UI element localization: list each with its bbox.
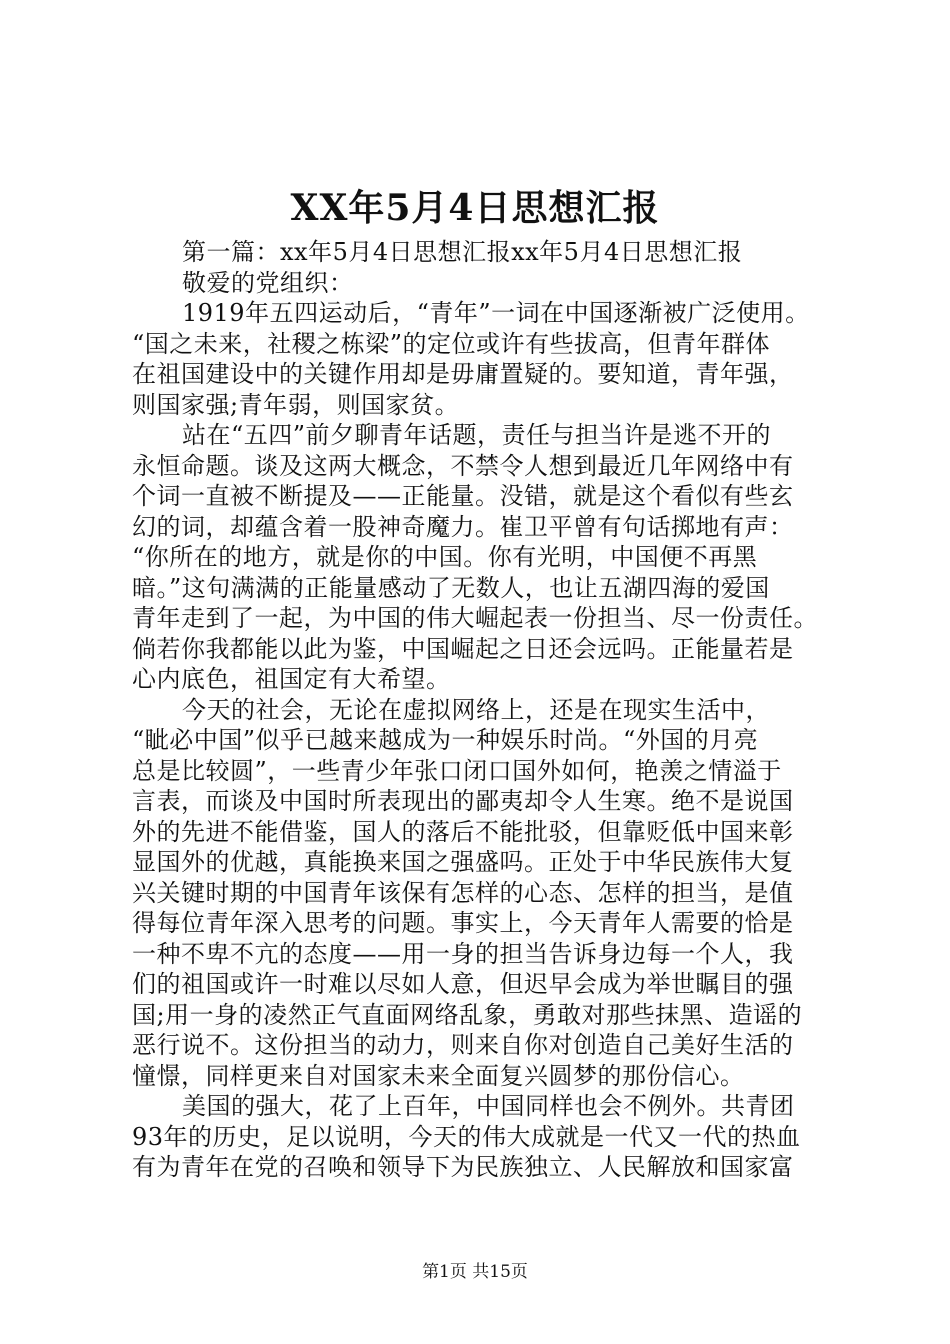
- text-line: 美国的强大，花了上百年，中国同样也会不例外。共青团: [182, 1092, 795, 1120]
- text-line: 个词一直被不断提及——正能量。没错，就是这个看似有些玄: [132, 482, 794, 510]
- text-line: 则国家强;青年弱，则国家贫。: [132, 390, 460, 419]
- page-footer: 第1页 共15页: [422, 1262, 528, 1282]
- text-line: 暗。”这句满满的正能量感动了无数人，也让五湖四海的爱国: [132, 573, 770, 602]
- text-line: 敬爱的党组织：: [182, 268, 354, 297]
- text-line: 站在“五四”前夕聊青年话题，责任与担当许是逃不开的: [182, 421, 772, 449]
- text-line: 恶行说不。这份担当的动力，则来自你对创造自己美好生活的: [132, 1031, 794, 1059]
- text-line: 言表，而谈及中国时所表现出的鄙夷却令人生寒。绝不是说国: [132, 787, 794, 815]
- text-line: 一种不卑不亢的态度——用一身的担当告诉身边每一个人，我: [132, 939, 794, 968]
- text-line: 显国外的优越，真能换来国之强盛吗。正处于中华民族伟大复: [132, 848, 794, 876]
- text-line: 总是比较圆”，一些青少年张口闭口国外如何，艳羡之情溢于: [132, 756, 782, 785]
- text-line: “国之未来，社稷之栋梁”的定位或许有些拔高，但青年群体: [132, 329, 771, 358]
- text-line: 外的先进不能借鉴，国人的落后不能批驳，但靠贬低中国来彰: [132, 817, 794, 846]
- document-body: [132, 237, 837, 1183]
- text-line: 今天的社会，无论在虚拟网络上，还是在现实生活中，: [182, 695, 770, 724]
- text-line: 有为青年在党的召唤和领导下为民族独立、人民解放和国家富: [132, 1153, 794, 1181]
- text-line: 憧憬，同样更来自对国家未来全面复兴圆梦的那份信心。: [132, 1061, 745, 1090]
- document-title: XX年5月4日思想汇报: [290, 187, 660, 229]
- text-line: 得每位青年深入思考的问题。事实上，今天青年人需要的恰是: [132, 909, 794, 937]
- text-line: 永恒命题。谈及这两大概念，不禁令人想到最近几年网络中有: [132, 451, 794, 480]
- text-line: 在祖国建设中的关键作用却是毋庸置疑的。要知道，青年强，: [132, 360, 794, 388]
- text-line: 国;用一身的凌然正气直面网络乱象，勇敢对那些抹黑、造谣的: [132, 1000, 803, 1029]
- text-line: 1919年五四运动后，“青年”一词在中国逐渐被广泛使用。: [182, 299, 810, 327]
- text-line: 心内底色，祖国定有大希望。: [132, 665, 451, 693]
- text-line: 倘若你我都能以此为鉴，中国崛起之日还会远吗。正能量若是: [132, 634, 794, 663]
- text-line: 93年的历史，足以说明，今天的伟大成就是一代又一代的热血: [132, 1122, 801, 1151]
- text-line: 第一篇：xx年5月4日思想汇报xx年5月4日思想汇报: [182, 238, 743, 266]
- text-line: 兴关键时期的中国青年该保有怎样的心态、怎样的担当，是值: [132, 878, 794, 907]
- text-line: 幻的词，却蕴含着一股神奇魔力。崔卫平曾有句话掷地有声：: [132, 512, 794, 541]
- text-line: 青年走到了一起，为中国的伟大崛起表一份担当、尽一份责任。: [132, 604, 818, 632]
- text-line: 们的祖国或许一时难以尽如人意，但迟早会成为举世瞩目的强: [132, 970, 794, 998]
- text-line: “你所在的地方，就是你的中国。你有光明，中国便不再黑: [132, 543, 758, 571]
- text-line: “眦必中国”似乎已越来越成为一种娱乐时尚。“外国的月亮: [132, 726, 759, 754]
